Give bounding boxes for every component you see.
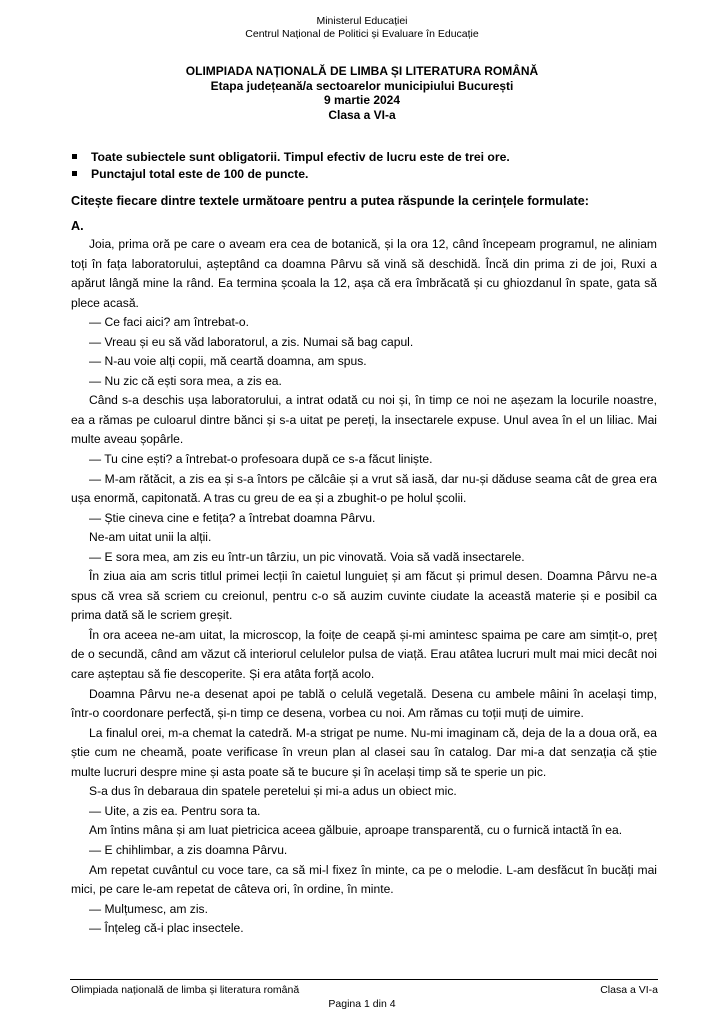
- stage-title: Etapa județeană/a sectoarelor municipiului București: [210, 78, 514, 93]
- page-number: Pagina 1 din 4: [328, 998, 396, 1010]
- rule-item: [72, 166, 672, 183]
- square-bullet-icon: [72, 171, 77, 176]
- grade-title: Clasa a VI-a: [328, 107, 396, 122]
- paragraph: Când s-a deschis ușa laboratorului, a intrat odată cu noi și, în timp ce noi ne așezam la locurile noastre, ea a rămas pe culoarul dintre bănci și s-a uitat pe pereți, la insectarele expuse. Unul avea în el un liliac. Mai multe aveau șopârle.: [71, 393, 657, 447]
- rule-text: Toate subiectele sunt obligatorii. Timpul efectiv de lucru este de trei ore.: [91, 150, 510, 164]
- center-name: Centrul Național de Politici și Evaluare în Educație: [245, 28, 479, 40]
- olympiad-title: OLIMPIADA NAȚIONALĂ DE LIMBA ȘI LITERATURA ROMÂNĂ: [185, 64, 539, 78]
- paragraph: S-a dus în debaraua din spatele peretelui și mi-a adus un obiect mic.: [89, 784, 457, 799]
- rule-text: Punctajul total este de 100 de puncte.: [91, 167, 309, 181]
- rule-item: [72, 149, 672, 166]
- paragraph: În ziua aia am scris titlul primei lecții în caietul lunguieț și am făcut și primul desen. Doamna Pârvu ne-a spus că vrea să scriem cu creionul, pentru c-o să auzim cuvinte ciudate la această materie și e posibil ca prima dată să le scriem greșit.: [71, 569, 657, 623]
- paragraph: — E sora mea, am zis eu într-un târziu, un pic vinovată. Voia să vadă insectarele.: [89, 549, 525, 564]
- paragraph: În ora aceea ne-am uitat, la microscop, la foițe de ceapă și-mi amintesc spaima pe care am simțit-o, preț de o secundă, când am văzut că interiorul celulelor pulsa de viață. Erau atâtea lucruri mult mai mici decât noi care așteptau să fie descoperite. Și era atâta forță acolo.: [71, 627, 657, 682]
- rules-list: [72, 149, 672, 183]
- paragraph: — Tu cine ești? a întrebat-o profesoara după ce s-a făcut liniște.: [89, 452, 433, 467]
- paragraph: — Mulțumesc, am zis.: [89, 901, 208, 916]
- paragraph: Joia, prima oră pe care o aveam era cea de botanică, și la ora 12, când începeam programul, ne aliniam toți în fața laboratorului, așteptând ca doamna Pârvu să vină să deschidă. Încă din prima zi de joi, Ruxi a apărut lângă mine la rând. Ea termina școala la 12, așa că era îmbrăcată și cu ghiozdanul în spate, gata să plece acasă.: [71, 237, 657, 310]
- paragraph: — Ce faci aici? am întrebat-o.: [89, 315, 249, 330]
- section-label: A.: [71, 219, 84, 233]
- paragraph: — Uite, a zis ea. Pentru sora ta.: [89, 803, 261, 818]
- paragraph: — Vreau și eu să văd laboratorul, a zis. Numai să bag capul.: [89, 334, 414, 349]
- ministry-name: Ministerul Educației: [316, 15, 408, 27]
- paragraph: — E chihlimbar, a zis doamna Pârvu.: [89, 842, 288, 857]
- paragraph: — Înțeleg că-i plac insectele.: [89, 921, 244, 936]
- instruction: Citește fiecare dintre textele următoare pentru a putea răspunde la cerințele formulate:: [71, 194, 589, 208]
- exam-date: 9 martie 2024: [323, 93, 401, 107]
- paragraph: Ne-am uitat unii la alții.: [89, 530, 212, 545]
- footer-right: Clasa a VI-a: [600, 984, 658, 996]
- paragraph: — N-au voie alți copii, mă ceartă doamna, am spus.: [89, 354, 367, 369]
- paragraph: — Știe cineva cine e fetița? a întrebat doamna Pârvu.: [89, 510, 376, 525]
- paragraph: — Nu zic că ești sora mea, a zis ea.: [89, 373, 282, 388]
- document-header: [0, 15, 724, 41]
- document-title: [0, 64, 724, 122]
- footer-left: Olimpiada națională de limba și literatura română: [71, 984, 300, 996]
- paragraph: Am întins mâna și am luat pietricica aceea gălbuie, aproape transparentă, cu o furnică intactă în ea.: [89, 823, 623, 838]
- square-bullet-icon: [72, 154, 77, 159]
- paragraph: — M-am rătăcit, a zis ea și s-a întors pe călcâie și a vrut să iasă, dar nu-și dăduse seama cât de grea era ușa enormă, capitonată. A tras cu greu de ea și a zbughit-o pe holul școlii.: [71, 471, 657, 506]
- footer-divider: [70, 979, 658, 980]
- story-text: [71, 235, 657, 939]
- paragraph: La finalul orei, m-a chemat la catedră. M-a strigat pe nume. Nu-mi imaginam că, deja de la a doua oră, ea știe cum ne cheamă, poate verificase în vreun plan al clasei sau în catalog. Dar mi-a dat senzația că știe multe lucruri despre mine și asta poate să te bucure și în același timp să te sperie un pic.: [71, 725, 657, 779]
- paragraph: Am repetat cuvântul cu voce tare, ca să mi-l fixez în minte, ca pe o melodie. L-am desfăcut în bucăți mai mici, pe care le-am repetat de câteva ori, în ordine, în minte.: [71, 862, 657, 897]
- paragraph: Doamna Pârvu ne-a desenat apoi pe tablă o celulă vegetală. Desena cu ambele mâini în același timp, într-o coordonare perfectă, și-n timp ce desena, vorbea cu noi. Am rămas cu toții muți de uimire.: [71, 686, 657, 721]
